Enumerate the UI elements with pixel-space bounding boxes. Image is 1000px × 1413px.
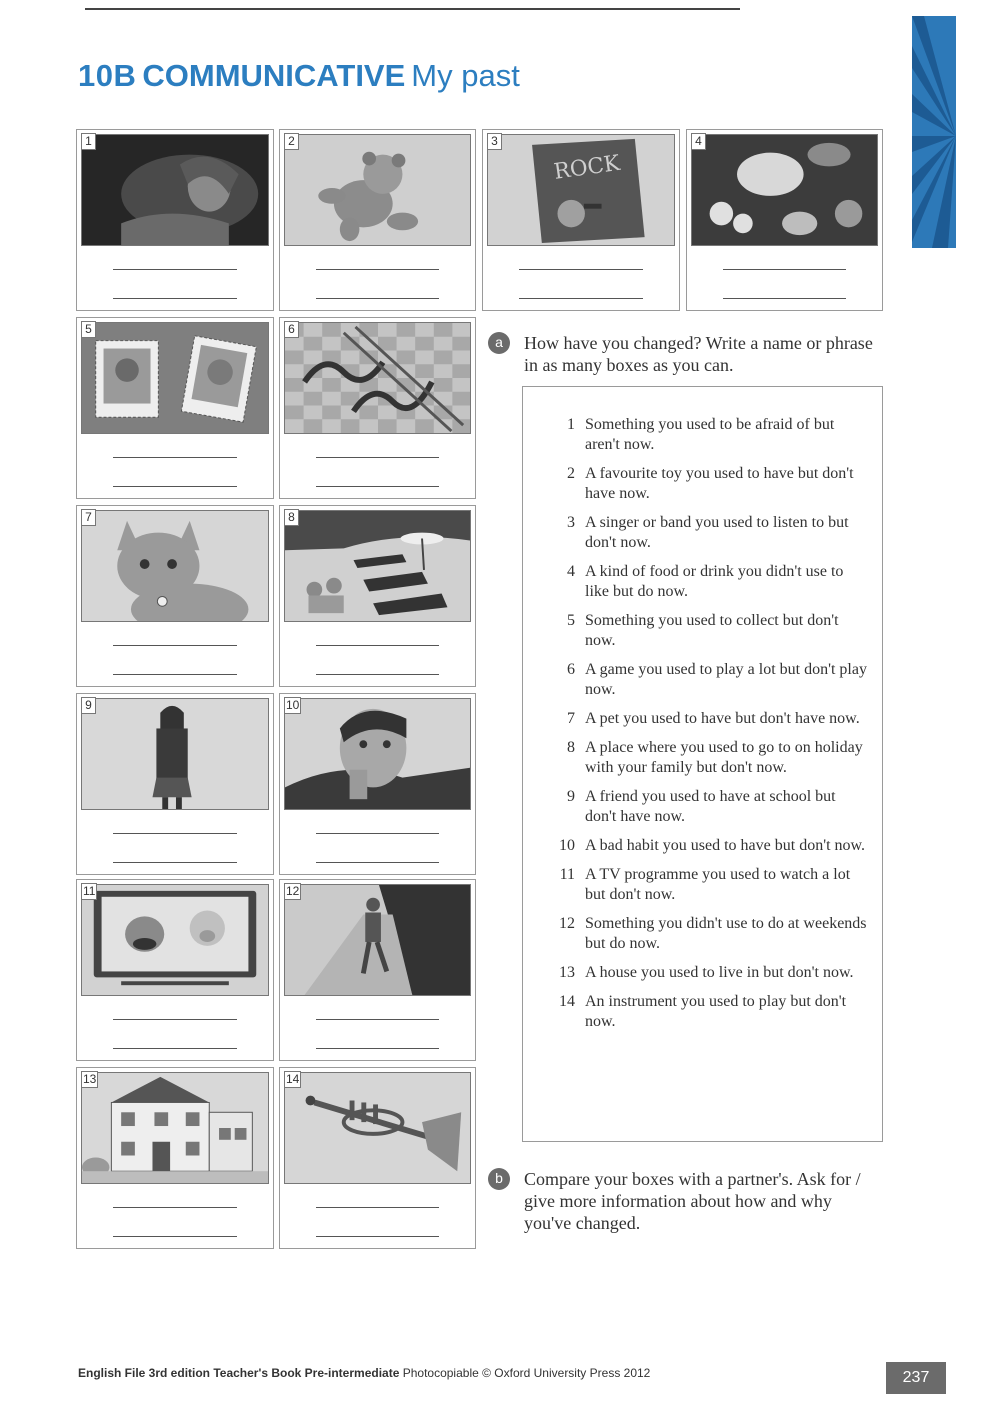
picture-box-8 bbox=[279, 505, 476, 687]
picture-box-14 bbox=[279, 1067, 476, 1249]
box-number: 7 bbox=[81, 509, 96, 526]
section-a-badge: a bbox=[488, 332, 510, 354]
footer-copyright: Photocopiable © Oxford University Press 2012 bbox=[402, 1366, 651, 1380]
answer-line[interactable] bbox=[113, 298, 237, 299]
answer-line[interactable] bbox=[113, 862, 237, 863]
mushrooms-picture bbox=[691, 134, 878, 246]
question-item: 8 A place where you used to go to on holiday with your family but don't now. bbox=[567, 739, 863, 776]
answer-line[interactable] bbox=[519, 269, 643, 270]
answer-line[interactable] bbox=[113, 674, 237, 675]
box-number: 12 bbox=[286, 884, 300, 898]
page-number: 237 bbox=[886, 1362, 946, 1394]
box-number: 6 bbox=[284, 321, 299, 338]
answer-line[interactable] bbox=[113, 1048, 237, 1049]
picture-box-5 bbox=[76, 317, 274, 499]
answer-line[interactable] bbox=[113, 1207, 237, 1208]
picture-box-4 bbox=[686, 129, 883, 311]
answer-line[interactable] bbox=[316, 645, 439, 646]
picture-box-3 bbox=[482, 129, 680, 311]
question-item: 9 A friend you used to have at school but don't have now. bbox=[567, 788, 836, 825]
box-number: 4 bbox=[691, 133, 706, 150]
house-picture bbox=[81, 1072, 269, 1184]
box-number: 5 bbox=[81, 321, 96, 338]
answer-line[interactable] bbox=[113, 1236, 237, 1237]
picture-box-9 bbox=[76, 693, 274, 875]
question-item: 6 A game you used to play a lot but don't play now. bbox=[567, 661, 867, 698]
picture-box-7 bbox=[76, 505, 274, 687]
box-number: 10 bbox=[286, 698, 300, 712]
lesson-title: My past bbox=[411, 58, 520, 93]
question-item: 7 A pet you used to have but don't have now. bbox=[567, 710, 860, 727]
trumpet-picture bbox=[284, 1072, 471, 1184]
jogging-man-picture bbox=[284, 884, 471, 996]
answer-line[interactable] bbox=[113, 833, 237, 834]
footer-book-title: English File 3rd edition Teacher's Book Pre-intermediate bbox=[78, 1366, 400, 1380]
teddy-bear-picture bbox=[284, 134, 471, 246]
stamps-picture bbox=[81, 322, 269, 434]
beach-holiday-picture bbox=[284, 510, 471, 622]
box-number: 13 bbox=[83, 1072, 97, 1086]
question-item: 14 An instrument you used to play but don't now. bbox=[559, 993, 847, 1030]
school-friend-picture bbox=[81, 698, 269, 810]
answer-line[interactable] bbox=[519, 298, 643, 299]
questions-box bbox=[522, 386, 883, 1142]
section-a-instruction: How have you changed? Write a name or phrase in as many boxes as you can. bbox=[524, 333, 873, 375]
answer-line[interactable] bbox=[113, 457, 237, 458]
question-item: 3 A singer or band you used to listen to but don't now. bbox=[567, 514, 849, 551]
answer-line[interactable] bbox=[316, 1019, 439, 1020]
page-title bbox=[78, 58, 520, 94]
answer-line[interactable] bbox=[316, 862, 439, 863]
snakes-and-ladders-picture bbox=[284, 322, 471, 434]
box-number: 1 bbox=[81, 133, 96, 150]
picture-box-2 bbox=[279, 129, 476, 311]
box-number: 8 bbox=[284, 509, 299, 526]
svg-text:ROCK: ROCK bbox=[552, 150, 622, 185]
answer-line[interactable] bbox=[316, 457, 439, 458]
picture-box-1 bbox=[76, 129, 274, 311]
rock-album-picture bbox=[487, 134, 675, 246]
answer-line[interactable] bbox=[316, 298, 439, 299]
question-item: 4 A kind of food or drink you didn't use to like but do now. bbox=[567, 563, 844, 600]
answer-line[interactable] bbox=[113, 269, 237, 270]
picture-box-6 bbox=[279, 317, 476, 499]
box-number: 14 bbox=[286, 1072, 300, 1086]
section-b-instruction: Compare your boxes with a partner's. Ask for / give more information about how and why you've changed. bbox=[524, 1169, 861, 1233]
answer-line[interactable] bbox=[723, 269, 846, 270]
box-number: 9 bbox=[81, 697, 96, 714]
questions-list bbox=[551, 415, 868, 1041]
answer-line[interactable] bbox=[316, 674, 439, 675]
question-item: 13 A house you used to live in but don't now. bbox=[559, 964, 854, 981]
question-item: 12 Something you didn't use to do at weekends but do now. bbox=[559, 915, 867, 952]
question-item: 11 A TV programme you used to watch a lot but don't now. bbox=[559, 866, 851, 903]
sleeping-girl-picture bbox=[81, 134, 269, 246]
question-item: 2 A favourite toy you used to have but don't have now. bbox=[567, 465, 854, 502]
top-rule bbox=[85, 8, 740, 10]
answer-line[interactable] bbox=[316, 1207, 439, 1208]
answer-line[interactable] bbox=[723, 298, 846, 299]
answer-line[interactable] bbox=[316, 833, 439, 834]
kitten-picture bbox=[81, 510, 269, 622]
answer-line[interactable] bbox=[316, 1048, 439, 1049]
answer-line[interactable] bbox=[113, 645, 237, 646]
chapter-tab-stripe bbox=[912, 16, 956, 248]
tv-programme-picture bbox=[81, 884, 269, 996]
answer-line[interactable] bbox=[316, 1236, 439, 1237]
picture-box-12 bbox=[279, 879, 476, 1061]
answer-line[interactable] bbox=[316, 486, 439, 487]
question-item: 10 A bad habit you used to have but don't now. bbox=[559, 837, 866, 854]
box-number: 2 bbox=[284, 133, 299, 150]
answer-line[interactable] bbox=[316, 269, 439, 270]
box-number: 11 bbox=[83, 884, 96, 898]
footer-credit bbox=[78, 1366, 650, 1380]
section-b-badge: b bbox=[488, 1168, 510, 1190]
picture-box-13 bbox=[76, 1067, 274, 1249]
answer-line[interactable] bbox=[113, 1019, 237, 1020]
unit-code: 10B bbox=[78, 58, 137, 93]
question-item: 5 Something you used to collect but don't now. bbox=[567, 612, 839, 649]
picture-box-11 bbox=[76, 879, 274, 1061]
nail-biting-boy-picture bbox=[284, 698, 471, 810]
box-number: 3 bbox=[487, 133, 502, 150]
question-item: 1 Something you used to be afraid of but aren't now. bbox=[567, 416, 835, 453]
answer-line[interactable] bbox=[113, 486, 237, 487]
activity-type: COMMUNICATIVE bbox=[142, 58, 406, 93]
picture-box-10 bbox=[279, 693, 476, 875]
